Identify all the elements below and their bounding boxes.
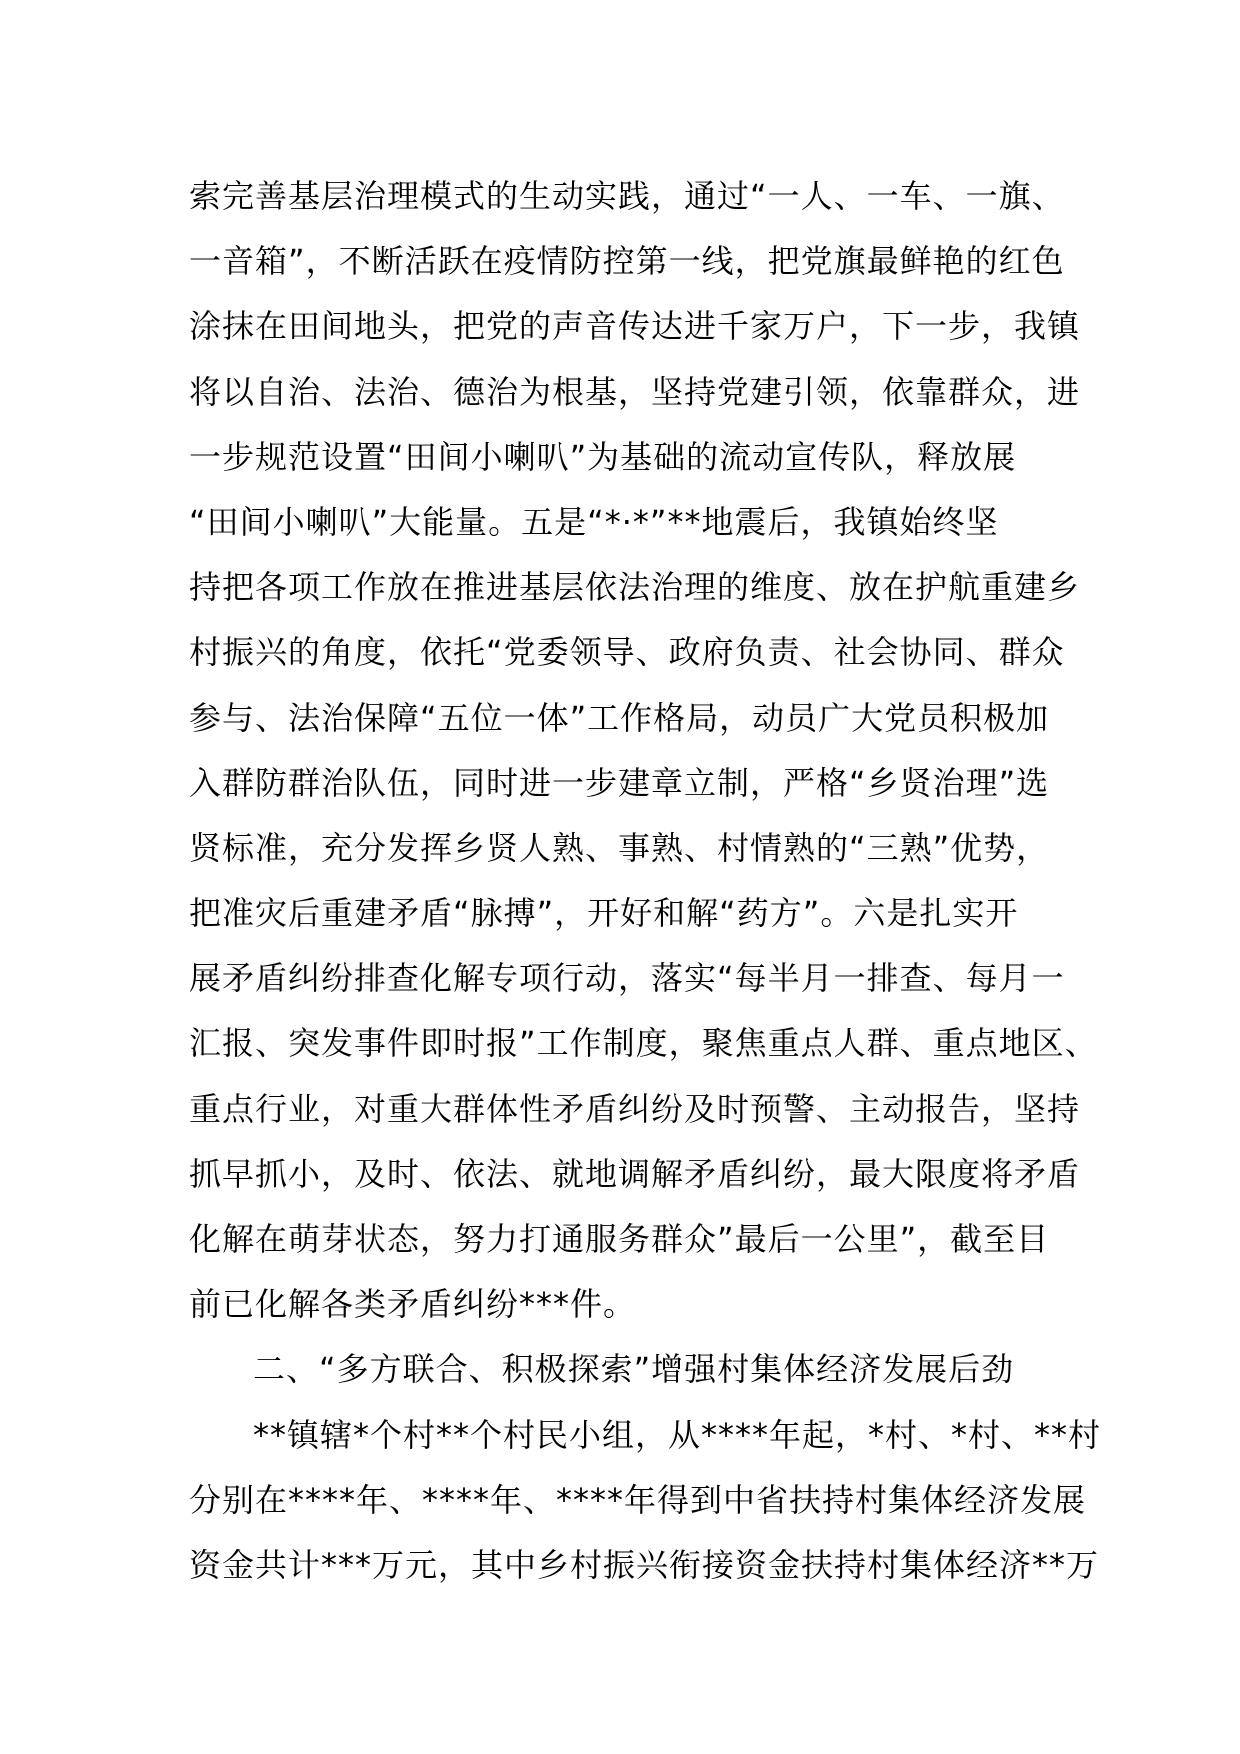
text-line: 资金共计***万元，其中乡村振兴衔接资金扶持村集体经济**万 (189, 1545, 1100, 1584)
text-line: 参与、法治保障“五位一体”工作格局，动员广大党员积极加 (189, 698, 1050, 737)
text-line: 分别在****年、****年、****年得到中省扶持村集体经济发展 (189, 1480, 1087, 1519)
text-line: 持把各项工作放在推进基层依法治理的维度、放在护航重建乡 (189, 568, 1081, 607)
section-heading: 二、“多方联合、积极探索”增强村集体经济发展后劲 (253, 1350, 1015, 1389)
text-line: 前已化解各类矛盾纠纷***件。 (189, 1285, 637, 1324)
text-line: “田间小喇叭”大能量。五是“*·*”**地震后，我镇始终坚 (189, 502, 999, 541)
paragraph-first-line: **镇辖*个村**个村民小组，从****年起，*村、*村、**村 (253, 1415, 1102, 1454)
text-line: 化解在萌芽状态，努力打通服务群众”最后一公里”，截至目 (189, 1220, 1050, 1258)
text-line: 抓早抓小，及时、依法、就地调解矛盾纠纷，最大限度将矛盾 (189, 1154, 1081, 1193)
text-line: 一音箱”，不断活跃在疫情防控第一线，把党旗最鲜艳的红色 (189, 242, 1065, 281)
text-line: 将以自治、法治、德治为根基，坚持党建引领，依靠群众，进 (189, 372, 1081, 411)
text-line: 入群防群治队伍，同时进一步建章立制，严格“乡贤治理”选 (189, 763, 1050, 802)
text-line: 村振兴的角度，依托“党委领导、政府负责、社会协同、群众 (189, 633, 1065, 672)
text-line: 展矛盾纠纷排查化解专项行动，落实“每半月一排查、每月一 (189, 959, 1065, 998)
text-line: 贤标准，充分发挥乡贤人熟、事熟、村情熟的“三熟”优势， (189, 828, 1050, 867)
body-text (189, 164, 1102, 1598)
text-line: 重点行业，对重大群体性矛盾纠纷及时预警、主动报告，坚持 (189, 1089, 1081, 1128)
text-line: 涂抹在田间地头，把党的声音传达进千家万户，下一步，我镇 (189, 307, 1081, 346)
text-line: 索完善基层治理模式的生动实践，通过“一人、一车、一旗、 (189, 177, 1065, 215)
text-line: 一步规范设置“田间小喇叭”为基础的流动宣传队，释放展 (189, 437, 1017, 476)
text-line: 汇报、突发事件即时报”工作制度，聚焦重点人群、重点地区、 (189, 1024, 1098, 1063)
text-line: 把准灾后重建矛盾“脉搏”，开好和解“药方”。六是扎实开 (189, 894, 1019, 933)
